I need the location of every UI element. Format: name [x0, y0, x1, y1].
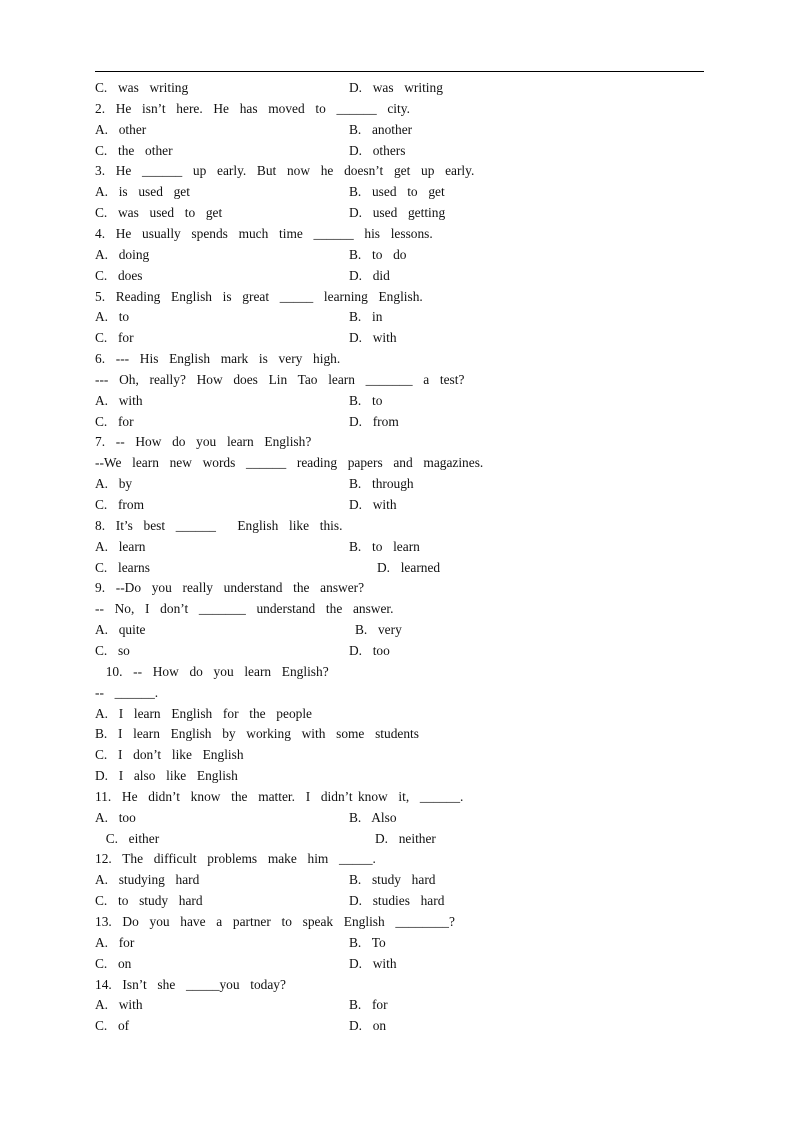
option-right: B. to	[349, 393, 383, 408]
question-line: 8. It’s best ______ English like this.	[95, 518, 343, 533]
option-left: C. of	[95, 1018, 130, 1033]
option-left: A. learn	[95, 539, 146, 554]
option-left: C. was used to get	[95, 205, 223, 220]
question-line: 7. -- How do you learn English?	[95, 434, 312, 449]
question-line: 10. -- How do you learn English?	[95, 664, 329, 679]
option-left: A. quite	[95, 622, 146, 637]
option-right: D. with	[349, 956, 397, 971]
option-right: B. used to get	[349, 184, 445, 199]
option-right: B. for	[349, 997, 388, 1012]
option-right: D. learned	[377, 560, 441, 575]
option-left: C. to study hard	[95, 893, 203, 908]
option-left: A. studying hard	[95, 872, 200, 887]
option-left: C. from	[95, 497, 145, 512]
option-left: C. for	[95, 414, 134, 429]
question-line: D. I also like English	[95, 768, 238, 783]
question-line: 11. He didn’t know the matter. I didn’t know it, ______.	[95, 789, 464, 804]
option-right: D. used getting	[349, 205, 446, 220]
question-line: 12. The difficult problems make him _____.	[95, 851, 376, 866]
question-line: 6. --- His English mark is very high.	[95, 351, 341, 366]
option-left: C. learns	[95, 560, 150, 575]
question-line: --We learn new words ______ reading papers and magazines.	[95, 455, 484, 470]
option-left: A. to	[95, 309, 130, 324]
option-left: A. is used get	[95, 184, 190, 199]
option-left: C. either	[95, 831, 160, 846]
option-left: C. so	[95, 643, 130, 658]
question-line: A. I learn English for the people	[95, 706, 312, 721]
option-right: D. on	[349, 1018, 387, 1033]
option-left: A. by	[95, 476, 133, 491]
option-right: D. too	[349, 643, 390, 658]
question-line: C. I don’t like English	[95, 747, 244, 762]
option-right: B. to learn	[349, 539, 420, 554]
option-left: A. with	[95, 997, 143, 1012]
option-right: B. another	[349, 122, 413, 137]
option-right: D. neither	[375, 831, 436, 846]
option-right: B. Also	[349, 810, 397, 825]
option-left: C. was writing	[95, 80, 189, 95]
question-line: 5. Reading English is great _____ learning English.	[95, 289, 423, 304]
option-left: A. doing	[95, 247, 150, 262]
option-right: D. with	[349, 497, 397, 512]
question-line: 4. He usually spends much time ______ his lessons.	[95, 226, 433, 241]
option-right: B. through	[349, 476, 414, 491]
question-line: 14. Isn’t she _____you today?	[95, 977, 286, 992]
header-rule	[95, 71, 704, 72]
question-line: 9. --Do you really understand the answer?	[95, 580, 365, 595]
option-left: A. too	[95, 810, 136, 825]
option-left: C. for	[95, 330, 134, 345]
option-right: D. with	[349, 330, 397, 345]
option-right: B. study hard	[349, 872, 436, 887]
option-right: B. in	[349, 309, 383, 324]
option-right: D. others	[349, 143, 406, 158]
question-line: B. I learn English by working with some students	[95, 726, 419, 741]
question-line: -- ______.	[95, 685, 159, 700]
option-right: D. did	[349, 268, 390, 283]
option-right: D. studies hard	[349, 893, 445, 908]
option-right: D. from	[349, 414, 399, 429]
question-line: 13. Do you have a partner to speak English ________?	[95, 914, 455, 929]
question-line: --- Oh, really? How does Lin Tao learn _______ a test?	[95, 372, 465, 387]
question-line: 2. He isn’t here. He has moved to ______ city.	[95, 101, 410, 116]
option-right: B. to do	[349, 247, 407, 262]
option-right: B. To	[349, 935, 386, 950]
option-left: C. does	[95, 268, 143, 283]
question-line: 3. He ______ up early. But now he doesn’t get up early.	[95, 163, 475, 178]
question-line: -- No, I don’t _______ understand the answer.	[95, 601, 394, 616]
option-left: A. for	[95, 935, 135, 950]
option-left: C. on	[95, 956, 132, 971]
option-left: A. other	[95, 122, 147, 137]
option-left: C. the other	[95, 143, 173, 158]
option-right: D. was writing	[349, 80, 443, 95]
option-left: A. with	[95, 393, 143, 408]
option-right: B. very	[355, 622, 402, 637]
